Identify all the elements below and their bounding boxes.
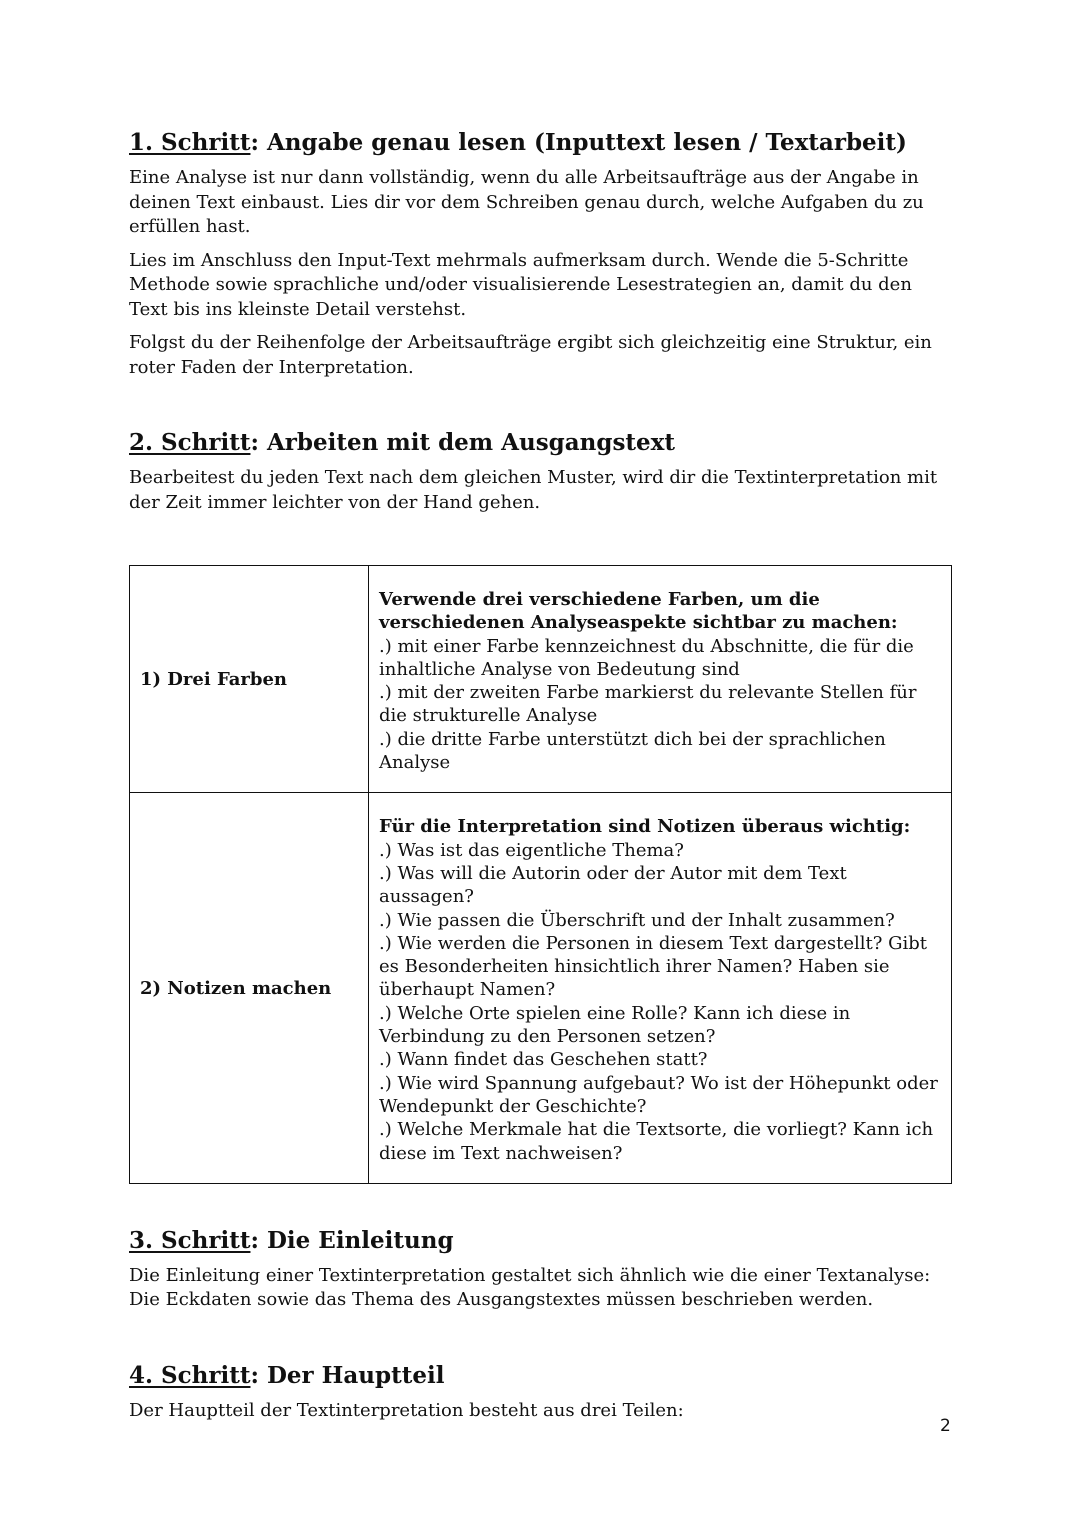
document-page xyxy=(129,128,951,1471)
paragraph: Folgst du der Reihenfolge der Arbeitsaufträge ergibt sich gleichzeitig eine Struktur, ein roter Faden der Interpretation. xyxy=(129,332,932,378)
step-title: : Die Einleitung xyxy=(250,1226,454,1254)
step-number: 4. Schritt xyxy=(129,1361,251,1389)
list-item: .) Was ist das eigentliche Thema? xyxy=(379,839,684,861)
step-title: : Arbeiten mit dem Ausgangstext xyxy=(250,429,675,456)
page-number: 2 xyxy=(940,1416,951,1436)
list-item: .) die dritte Farbe unterstützt dich bei der sprachlichen Analyse xyxy=(379,728,886,774)
paragraph: Lies im Anschluss den Input-Text mehrmals aufmerksam durch. Wende die 5-Schritte Methode sowie sprachliche und/oder visualisierende Lesestrategien an, damit du den Text bis ins kleinste Detail verstehst. xyxy=(129,249,912,320)
step-title: : Der Hauptteil xyxy=(250,1361,445,1389)
row-label: 1) Drei Farben xyxy=(130,566,369,793)
list-item: .) Wann findet das Geschehen statt? xyxy=(379,1049,708,1071)
paragraph: Der Hauptteil der Textinterpretation besteht aus drei Teilen: xyxy=(129,1399,684,1421)
row-content xyxy=(369,566,952,793)
cell-title: Für die Interpretation sind Notizen überaus wichtig: xyxy=(379,816,911,838)
step-number: 1. Schritt xyxy=(129,129,251,156)
list-item: .) Welche Orte spielen eine Rolle? Kann ich diese in Verbindung zu den Personen setzen? xyxy=(379,1002,851,1048)
paragraph: Bearbeitest du jeden Text nach dem gleichen Muster, wird dir die Textinterpretation mit der Zeit immer leichter von der Hand gehen. xyxy=(129,467,938,513)
list-item: .) mit der zweiten Farbe markierst du relevante Stellen für die strukturelle Analyse xyxy=(379,682,917,727)
step-title: : Angabe genau lesen (Inputtext lesen / Textarbeit) xyxy=(250,129,907,156)
list-item: .) Wie werden die Personen in diesem Text dargestellt? Gibt es Besonderheiten hinsichtlich ihrer Namen? Haben sie überhaupt Namen? xyxy=(379,932,927,1001)
method-table xyxy=(129,565,952,1184)
section-step-4 xyxy=(129,1361,951,1424)
section-heading xyxy=(129,128,951,158)
row-label: 2) Notizen machen xyxy=(130,793,369,1183)
table-row xyxy=(130,566,952,793)
list-item: .) mit einer Farbe kennzeichnest du Abschnitte, die für die inhaltliche Analyse von Bedeutung sind xyxy=(379,635,914,680)
section-step-3 xyxy=(129,1226,951,1313)
section-step-2 xyxy=(129,428,951,515)
list-item: .) Wie passen die Überschrift und der Inhalt zusammen? xyxy=(379,909,895,931)
paragraph: Die Einleitung einer Textinterpretation gestaltet sich ähnlich wie die einer Textanalyse: Die Eckdaten sowie das Thema des Ausgangstextes müssen beschrieben werden. xyxy=(129,1264,931,1311)
list-item: .) Welche Merkmale hat die Textsorte, die vorliegt? Kann ich diese im Text nachweisen? xyxy=(379,1119,934,1164)
step-number: 3. Schritt xyxy=(129,1226,251,1254)
cell-title: Verwende drei verschiedene Farben, um die verschiedenen Analyseaspekte sichtbar zu machen: xyxy=(379,589,898,634)
section-heading xyxy=(129,1361,951,1391)
section-heading xyxy=(129,428,951,458)
step-number: 2. Schritt xyxy=(129,429,251,456)
section-heading xyxy=(129,1226,951,1256)
list-item: .) Was will die Autorin oder der Autor mit dem Text aussagen? xyxy=(379,862,847,908)
list-item: .) Wie wird Spannung aufgebaut? Wo ist der Höhepunkt oder Wendepunkt der Geschichte? xyxy=(379,1072,938,1117)
table-row xyxy=(130,793,952,1183)
section-step-1 xyxy=(129,128,951,380)
row-content xyxy=(369,793,952,1183)
paragraph: Eine Analyse ist nur dann vollständig, wenn du alle Arbeitsaufträge aus der Angabe in deinen Text einbaust. Lies dir vor dem Schreiben genau durch, welche Aufgaben du zu erfüllen hast. xyxy=(129,167,924,237)
